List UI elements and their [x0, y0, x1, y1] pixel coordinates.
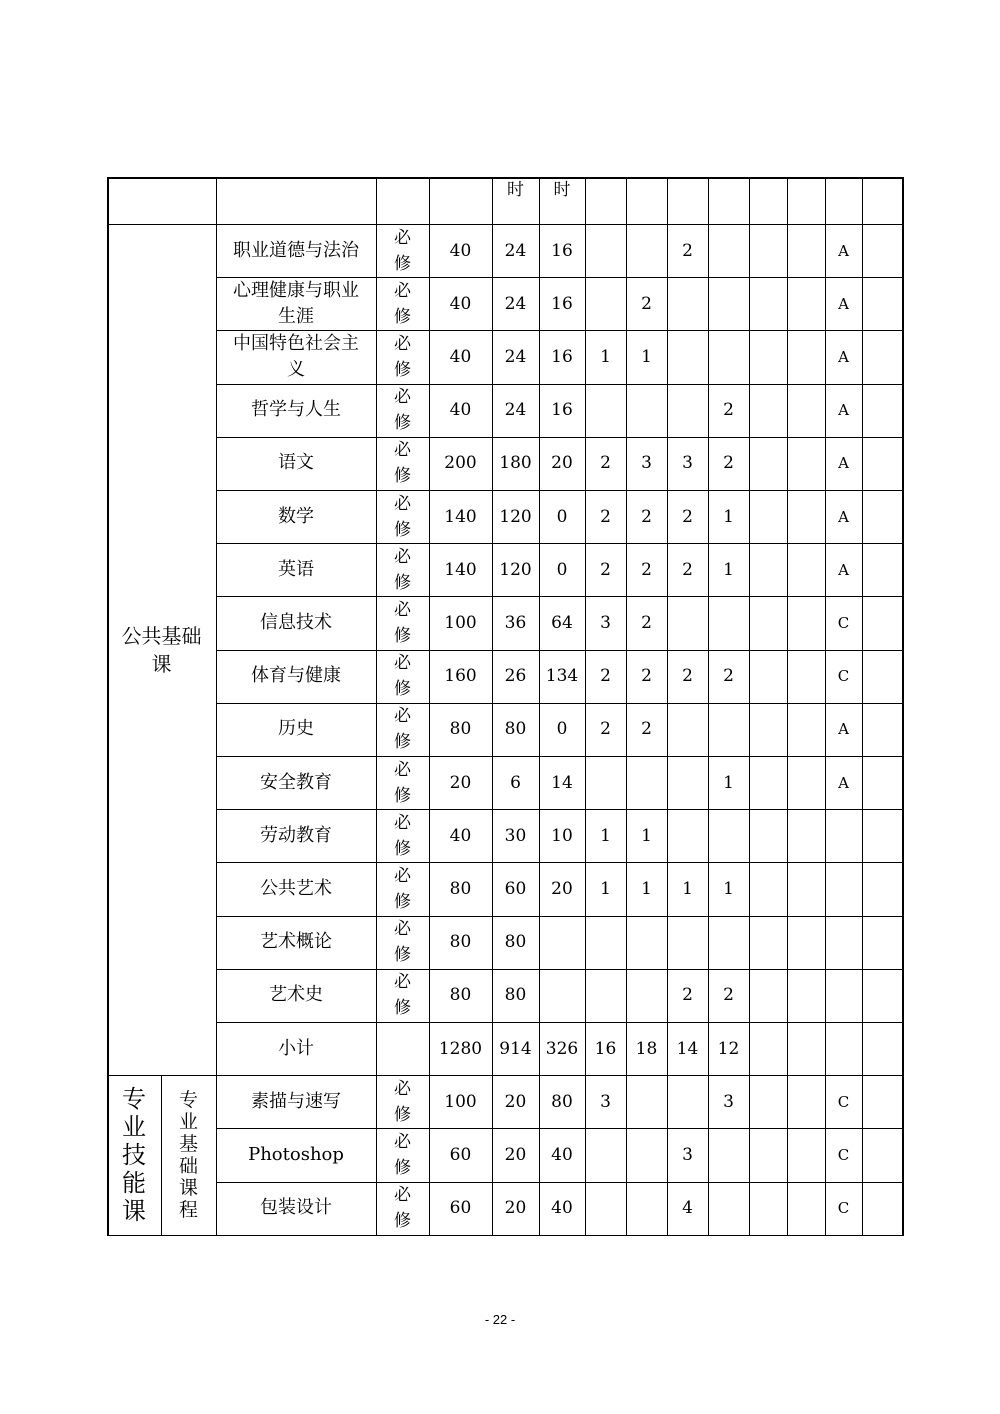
- course-name-cell: 体育与健康: [251, 665, 341, 687]
- course-theory-cell: 30: [504, 825, 527, 846]
- course-s5-cell: [749, 809, 787, 862]
- course-s2-cell: [626, 384, 667, 437]
- course-total-cell: 40: [449, 293, 472, 314]
- course-s3-cell: [667, 277, 708, 330]
- course-assess-cell: C: [837, 613, 850, 632]
- course-assess-cell: C: [837, 1199, 850, 1218]
- course-type-cell: 必修: [394, 546, 411, 593]
- course-note-cell: [862, 330, 902, 383]
- course-name-cell: 信息技术: [260, 611, 332, 633]
- course-s1-cell: 1: [600, 825, 611, 846]
- course-total-cell: 1280: [438, 1038, 483, 1059]
- course-s4-cell: [708, 1128, 749, 1181]
- course-theory-cell: 36: [504, 612, 527, 633]
- course-s2-cell: 2: [641, 612, 652, 633]
- course-s3-cell: [667, 384, 708, 437]
- course-s1-cell: 2: [600, 453, 611, 474]
- course-s6-cell: [787, 1182, 825, 1235]
- course-practice-cell: 20: [551, 453, 573, 474]
- course-note-cell: [862, 437, 902, 490]
- category-char: 课: [122, 1196, 146, 1225]
- course-s4-cell: 3: [723, 1091, 734, 1112]
- course-assess-cell: [825, 916, 862, 969]
- course-type-cell: 必修: [394, 706, 411, 753]
- course-s1-cell: 1: [600, 346, 611, 367]
- subcategory-char: 础: [178, 1154, 198, 1177]
- course-s1-cell: 2: [600, 719, 611, 740]
- table-border-right: [902, 177, 904, 1236]
- course-name-cell: 语文: [278, 452, 314, 474]
- course-s4-cell: [708, 1182, 749, 1235]
- course-type-cell: 必修: [394, 759, 411, 806]
- course-s2-cell: 2: [641, 666, 652, 687]
- course-name-cell: 劳动教育: [260, 824, 332, 846]
- course-s5-cell: [749, 916, 787, 969]
- course-name-cell: 哲学与人生: [251, 399, 341, 421]
- course-note-cell: [862, 809, 902, 862]
- course-type-cell: 必修: [394, 812, 411, 859]
- course-type-cell: 必修: [394, 333, 411, 380]
- course-note-cell: [862, 490, 902, 543]
- course-assess-cell: C: [837, 1092, 850, 1111]
- course-assess-cell: A: [838, 347, 849, 366]
- course-s3-cell: [667, 596, 708, 649]
- course-s1-cell: [585, 1128, 626, 1181]
- course-assess-cell: A: [838, 720, 849, 739]
- course-total-cell: 40: [449, 825, 472, 846]
- course-s2-cell: 1: [641, 346, 652, 367]
- header-cell: 时: [553, 180, 571, 200]
- course-type-cell: 必修: [394, 1078, 411, 1125]
- course-s2-cell: 2: [641, 506, 652, 527]
- course-theory-cell: 24: [504, 240, 527, 261]
- course-type-cell: 必修: [394, 1131, 411, 1178]
- course-s6-cell: [787, 330, 825, 383]
- course-s5-cell: [749, 703, 787, 756]
- course-s1-cell: 16: [594, 1038, 617, 1059]
- course-s1-cell: 3: [600, 1091, 611, 1112]
- course-note-cell: [862, 596, 902, 649]
- course-theory-cell: 24: [504, 400, 527, 421]
- course-name-cell: 数学: [278, 505, 314, 527]
- course-s6-cell: [787, 1075, 825, 1128]
- course-s5-cell: [749, 596, 787, 649]
- subcategory-char: 业: [178, 1110, 198, 1133]
- course-type-cell: 必修: [394, 493, 411, 540]
- course-practice-cell: [539, 916, 585, 969]
- course-s2-cell: 2: [641, 559, 652, 580]
- course-note-cell: [862, 1075, 902, 1128]
- course-s4-cell: 2: [723, 666, 734, 687]
- course-type-cell: 必修: [394, 653, 411, 700]
- course-s6-cell: [787, 224, 825, 277]
- course-s5-cell: [749, 969, 787, 1022]
- course-s3-cell: 4: [682, 1198, 693, 1219]
- course-theory-cell: 20: [504, 1144, 527, 1165]
- course-s5-cell: [749, 384, 787, 437]
- course-s6-cell: [787, 756, 825, 809]
- course-s2-cell: [626, 1075, 667, 1128]
- course-theory-cell: 20: [504, 1198, 527, 1219]
- course-theory-cell: 180: [499, 453, 532, 474]
- course-total-cell: 20: [449, 772, 472, 793]
- course-s2-cell: 1: [641, 825, 652, 846]
- course-s2-cell: 1: [641, 878, 652, 899]
- course-assess-cell: [825, 969, 862, 1022]
- page-number: - 22 -: [484, 1312, 516, 1327]
- course-name-cell: 艺术史: [269, 984, 323, 1006]
- course-s3-cell: [667, 809, 708, 862]
- course-practice-cell: 0: [556, 559, 568, 580]
- course-s3-cell: 2: [682, 985, 693, 1006]
- course-s5-cell: [749, 437, 787, 490]
- course-s6-cell: [787, 437, 825, 490]
- course-s5-cell: [749, 490, 787, 543]
- course-s2-cell: [626, 969, 667, 1022]
- course-s4-cell: 1: [723, 878, 734, 899]
- course-note-cell: [862, 969, 902, 1022]
- course-s2-cell: 2: [641, 293, 652, 314]
- course-assess-cell: A: [838, 401, 849, 420]
- course-name-cell: 公共艺术: [260, 877, 332, 899]
- course-theory-cell: 24: [504, 346, 527, 367]
- course-practice-cell: 40: [551, 1144, 573, 1165]
- course-practice-cell: 0: [556, 719, 568, 740]
- course-s4-cell: 2: [723, 453, 734, 474]
- course-assess-cell: A: [838, 507, 849, 526]
- course-practice-cell: [539, 969, 585, 1022]
- course-note-cell: [862, 650, 902, 703]
- course-theory-cell: 80: [504, 932, 527, 953]
- course-s6-cell: [787, 490, 825, 543]
- category-public-basic: 公共基础课: [121, 623, 202, 676]
- course-assess-cell: [825, 862, 862, 915]
- course-s1-cell: [585, 916, 626, 969]
- course-total-cell: 80: [449, 878, 472, 899]
- course-s5-cell: [749, 1075, 787, 1128]
- course-s2-cell: [626, 1128, 667, 1181]
- course-practice-cell: 64: [551, 612, 573, 633]
- course-practice-cell: 16: [551, 346, 573, 367]
- course-note-cell: [862, 916, 902, 969]
- course-name-cell: 历史: [278, 718, 314, 740]
- subcategory-char: 基: [178, 1132, 198, 1155]
- course-s4-cell: [708, 916, 749, 969]
- course-s5-cell: [749, 756, 787, 809]
- course-practice-cell: 16: [551, 293, 573, 314]
- course-assess-cell: C: [837, 1145, 850, 1164]
- course-s5-cell: [749, 330, 787, 383]
- course-s1-cell: [585, 224, 626, 277]
- course-assess-cell: [825, 809, 862, 862]
- category-char: 能: [122, 1168, 146, 1197]
- subcategory-char: 程: [178, 1198, 198, 1221]
- course-name-cell: 小计: [278, 1037, 314, 1059]
- subcategory-char: 专: [178, 1088, 198, 1111]
- subcategory-char: 课: [178, 1176, 198, 1199]
- course-s4-cell: 2: [723, 985, 734, 1006]
- course-name-cell: Photoshop: [248, 1143, 344, 1165]
- course-type-cell: 必修: [394, 599, 411, 646]
- course-s4-cell: [708, 277, 749, 330]
- course-type-cell: 必修: [394, 1185, 411, 1232]
- course-practice-cell: 20: [551, 878, 573, 899]
- course-type-cell: 必修: [394, 865, 411, 912]
- course-practice-cell: 134: [545, 666, 579, 687]
- course-s1-cell: [585, 1182, 626, 1235]
- course-s3-cell: [667, 330, 708, 383]
- course-s1-cell: 3: [600, 612, 611, 633]
- course-theory-cell: 24: [504, 293, 527, 314]
- course-s4-cell: [708, 330, 749, 383]
- course-s5-cell: [749, 1128, 787, 1181]
- course-total-cell: 60: [449, 1144, 472, 1165]
- course-note-cell: [862, 756, 902, 809]
- course-s2-cell: 2: [641, 719, 652, 740]
- course-s1-cell: [585, 384, 626, 437]
- course-note-cell: [862, 543, 902, 596]
- course-s4-cell: [708, 224, 749, 277]
- course-s1-cell: 2: [600, 666, 611, 687]
- course-s1-cell: 1: [600, 878, 611, 899]
- course-s3-cell: 2: [682, 666, 693, 687]
- course-theory-cell: 20: [504, 1091, 527, 1112]
- course-total-cell: 80: [449, 719, 472, 740]
- course-assess-cell: A: [838, 773, 849, 792]
- course-s4-cell: 1: [723, 559, 734, 580]
- course-note-cell: [862, 703, 902, 756]
- course-type-cell: 必修: [394, 227, 411, 274]
- course-practice-cell: 10: [551, 825, 573, 846]
- course-s2-cell: [626, 916, 667, 969]
- course-type-cell: 必修: [394, 440, 411, 487]
- category-char: 业: [122, 1112, 146, 1141]
- course-s6-cell: [787, 596, 825, 649]
- course-total-cell: 60: [449, 1198, 472, 1219]
- course-theory-cell: 6: [510, 772, 521, 793]
- course-s6-cell: [787, 862, 825, 915]
- course-total-cell: 40: [449, 240, 472, 261]
- course-name-cell: 心理健康与职业生涯: [233, 279, 359, 327]
- header-cell: 时: [507, 180, 524, 200]
- course-total-cell: 200: [444, 453, 477, 474]
- course-s3-cell: [667, 916, 708, 969]
- course-s6-cell: [787, 1128, 825, 1181]
- category-professional-skills: [107, 1075, 161, 1235]
- course-assess-cell: A: [838, 294, 849, 313]
- course-s2-cell: [626, 756, 667, 809]
- course-theory-cell: 80: [504, 985, 527, 1006]
- course-s5-cell: [749, 862, 787, 915]
- course-s3-cell: 1: [682, 878, 693, 899]
- course-s1-cell: [585, 277, 626, 330]
- course-s6-cell: [787, 543, 825, 596]
- course-assess-cell: [825, 1022, 862, 1075]
- course-note-cell: [862, 1182, 902, 1235]
- course-note-cell: [862, 1022, 902, 1075]
- course-s4-cell: [708, 596, 749, 649]
- course-note-cell: [862, 1128, 902, 1181]
- course-name-cell: 艺术概论: [260, 931, 332, 953]
- course-assess-cell: C: [837, 667, 850, 686]
- course-assess-cell: A: [838, 454, 849, 473]
- course-total-cell: 100: [444, 1091, 477, 1112]
- course-s4-cell: 1: [723, 506, 734, 527]
- course-s2-cell: 18: [635, 1038, 658, 1059]
- course-name-cell: 包装设计: [260, 1197, 332, 1219]
- course-total-cell: 100: [444, 612, 477, 633]
- course-total-cell: 80: [449, 932, 472, 953]
- course-s4-cell: 2: [723, 400, 734, 421]
- course-s2-cell: 3: [641, 453, 652, 474]
- course-s6-cell: [787, 969, 825, 1022]
- course-note-cell: [862, 862, 902, 915]
- table-border-bottom: [107, 1235, 902, 1237]
- course-s1-cell: [585, 969, 626, 1022]
- course-s3-cell: [667, 756, 708, 809]
- course-theory-cell: 26: [504, 666, 527, 687]
- course-name-cell: 中国特色社会主义: [233, 332, 359, 380]
- course-name-cell: 安全教育: [260, 771, 332, 793]
- course-s5-cell: [749, 224, 787, 277]
- course-s6-cell: [787, 1022, 825, 1075]
- course-name-cell: 素描与速写: [251, 1090, 341, 1112]
- course-type-cell: 必修: [394, 919, 411, 966]
- course-assess-cell: A: [838, 560, 849, 579]
- course-s5-cell: [749, 543, 787, 596]
- course-name-cell: 英语: [278, 558, 314, 580]
- course-s1-cell: 2: [600, 506, 611, 527]
- course-theory-cell: 60: [504, 878, 527, 899]
- course-total-cell: 80: [449, 985, 472, 1006]
- course-name-cell: 职业道德与法治: [233, 239, 359, 261]
- course-type-cell: 必修: [394, 972, 411, 1019]
- course-practice-cell: 326: [545, 1038, 579, 1059]
- course-total-cell: 160: [444, 666, 477, 687]
- course-s4-cell: [708, 703, 749, 756]
- course-s5-cell: [749, 1182, 787, 1235]
- course-s3-cell: 2: [682, 506, 693, 527]
- course-s3-cell: 3: [682, 1144, 693, 1165]
- course-note-cell: [862, 277, 902, 330]
- course-total-cell: 140: [444, 559, 477, 580]
- course-s3-cell: 2: [682, 559, 693, 580]
- course-s6-cell: [787, 384, 825, 437]
- course-s5-cell: [749, 277, 787, 330]
- course-practice-cell: 80: [551, 1091, 573, 1112]
- course-s4-cell: [708, 809, 749, 862]
- subcategory-professional-basic: [161, 1075, 216, 1235]
- course-practice-cell: 16: [551, 400, 573, 421]
- course-total-cell: 40: [449, 346, 472, 367]
- category-char: 专: [122, 1084, 146, 1113]
- course-theory-cell: 120: [499, 559, 532, 580]
- course-practice-cell: 14: [551, 772, 573, 793]
- course-s6-cell: [787, 809, 825, 862]
- course-theory-cell: 914: [499, 1038, 532, 1059]
- course-s3-cell: 2: [682, 240, 693, 261]
- course-s6-cell: [787, 703, 825, 756]
- course-s3-cell: [667, 703, 708, 756]
- course-note-cell: [862, 224, 902, 277]
- course-s2-cell: [626, 1182, 667, 1235]
- course-theory-cell: 120: [499, 506, 532, 527]
- course-s5-cell: [749, 650, 787, 703]
- course-s2-cell: [626, 224, 667, 277]
- course-s4-cell: 12: [717, 1038, 740, 1059]
- course-total-cell: 40: [449, 400, 472, 421]
- course-s3-cell: 3: [682, 453, 693, 474]
- course-s3-cell: [667, 1075, 708, 1128]
- course-total-cell: 140: [444, 506, 477, 527]
- course-s6-cell: [787, 277, 825, 330]
- course-type-cell: 必修: [394, 387, 411, 434]
- course-s5-cell: [749, 1022, 787, 1075]
- course-practice-cell: 40: [551, 1198, 573, 1219]
- course-assess-cell: A: [838, 241, 849, 260]
- course-type-cell: 必修: [394, 280, 411, 327]
- course-s3-cell: 14: [676, 1038, 699, 1059]
- course-s6-cell: [787, 650, 825, 703]
- course-practice-cell: 16: [551, 240, 573, 261]
- course-s1-cell: 2: [600, 559, 611, 580]
- course-type-cell: [376, 1022, 429, 1075]
- course-note-cell: [862, 384, 902, 437]
- course-s6-cell: [787, 916, 825, 969]
- course-s4-cell: 1: [723, 772, 734, 793]
- category-char: 技: [122, 1140, 146, 1169]
- course-practice-cell: 0: [556, 506, 568, 527]
- course-s1-cell: [585, 756, 626, 809]
- course-theory-cell: 80: [504, 719, 527, 740]
